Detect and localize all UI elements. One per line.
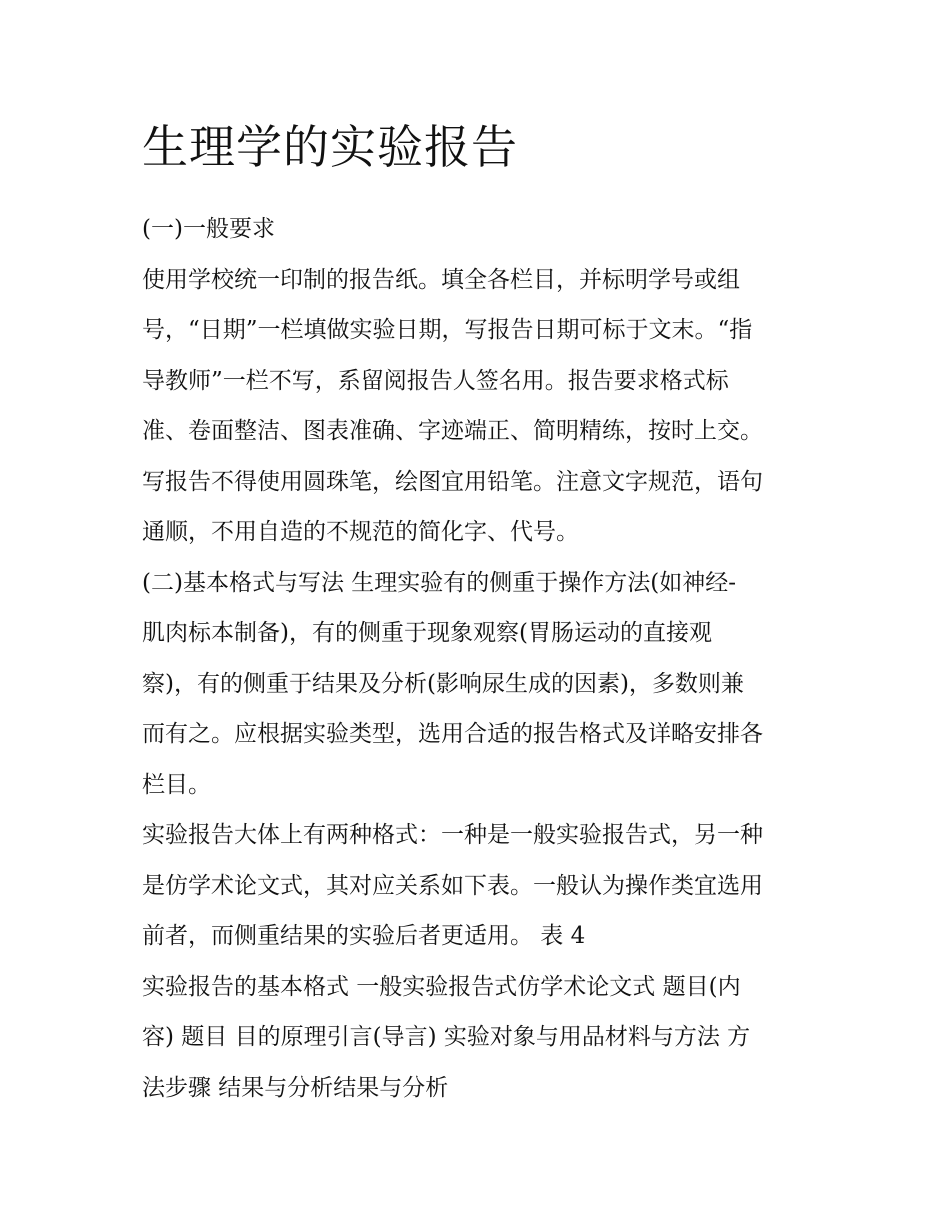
document-content — [142, 112, 814, 1113]
paragraph-line: 使用学校统一印制的报告纸。填全各栏目，并标明学号或组 — [142, 266, 740, 293]
document-title: 生理学的实验报告 — [142, 120, 518, 174]
paragraph-line: 实验报告大体上有两种格式：一种是一般实验报告式，另一种 — [142, 822, 763, 848]
heading-general-requirements: (一)一般要求 — [142, 216, 275, 242]
paragraph-line: 而有之。应根据实验类型，选用合适的报告格式及详略安排各 — [142, 721, 763, 747]
document-body — [142, 204, 814, 1113]
paragraph-line: 前者，而侧重结果的实验后者更适用。 表 4 — [142, 923, 586, 949]
paragraph-line: 号，“日期”一栏填做实验日期，写报告日期可标于文末。“指 — [142, 317, 753, 343]
paragraph-line: 是仿学术论文式，其对应关系如下表。一般认为操作类宜选用 — [142, 872, 763, 899]
paragraph-line: 通顺，不用自造的不规范的简化字、代号。 — [142, 519, 579, 545]
paragraph-line: 写报告不得使用圆珠笔，绘图宜用铅笔。注意文字规范，语句 — [142, 468, 763, 495]
heading-basic-format: (二)基本格式与写法 生理实验有的侧重于操作方法(如神经- — [142, 569, 737, 596]
paragraph-line: 栏目。 — [142, 771, 211, 798]
paragraph-line: 实验报告的基本格式 一般实验报告式仿学术论文式 题目(内 — [142, 973, 741, 1000]
paragraph-line: 容) 题目 目的原理引言(导言) 实验对象与用品材料与方法 方 — [142, 1024, 751, 1050]
paragraph-line: 准、卷面整洁、图表准确、字迹端正、简明精练，按时上交。 — [142, 418, 763, 444]
paragraph-line: 导教师”一栏不写，系留阅报告人签名用。报告要求格式标 — [142, 367, 729, 394]
paragraph-line: 察)，有的侧重于结果及分析(影响尿生成的因素)，多数则兼 — [142, 670, 744, 697]
paragraph-line: 法步骤 结果与分析结果与分析 — [142, 1074, 449, 1101]
paragraph-line: 肌肉标本制备)，有的侧重于现象观察(胃肠运动的直接观 — [142, 620, 712, 646]
